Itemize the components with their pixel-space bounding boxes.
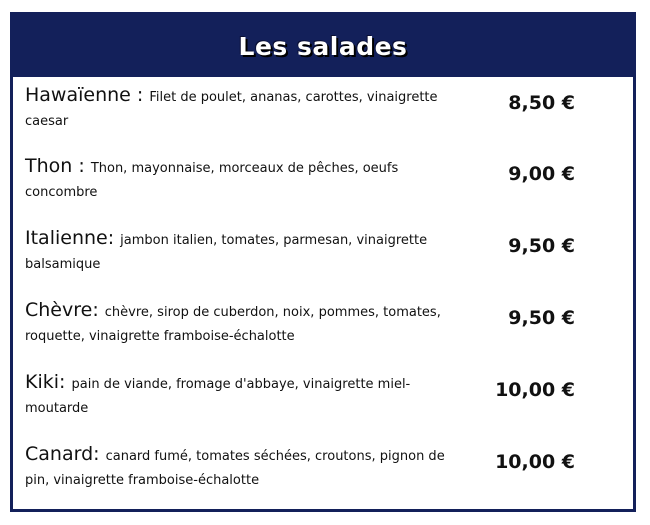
item-price: 10,00 € xyxy=(495,379,575,401)
item-description-block xyxy=(25,227,455,276)
item-price: 10,00 € xyxy=(495,451,575,473)
item-description-block xyxy=(25,84,455,133)
item-name: Chèvre xyxy=(25,299,93,321)
item-description-block xyxy=(25,155,455,204)
item-price: 8,50 € xyxy=(508,92,575,114)
item-ingredients: Filet de poulet, ananas, carottes, vinaigrette caesar xyxy=(25,90,438,129)
item-price: 9,00 € xyxy=(508,163,575,185)
item-name: Kiki xyxy=(25,371,60,393)
item-description-block xyxy=(25,443,455,492)
item-description-block xyxy=(25,299,455,348)
item-price: 9,50 € xyxy=(508,307,575,329)
menu-title: Les salades xyxy=(238,31,408,61)
item-separator: : xyxy=(92,299,105,321)
menu-item xyxy=(25,299,625,357)
item-ingredients: pain de viande, fromage d'abbaye, vinaigrette miel-moutarde xyxy=(25,377,411,416)
item-separator: : xyxy=(59,371,72,393)
menu-item xyxy=(25,443,625,501)
menu-card xyxy=(10,12,636,512)
item-name: Canard xyxy=(25,443,94,465)
menu-item xyxy=(25,84,625,142)
item-name: Thon xyxy=(25,155,73,177)
item-price: 9,50 € xyxy=(508,235,575,257)
item-description-block xyxy=(25,371,455,420)
menu-header xyxy=(13,15,633,77)
item-name: Hawaïenne xyxy=(25,84,131,106)
item-name: Italienne xyxy=(25,227,108,249)
item-separator: : xyxy=(130,84,150,106)
item-separator: : xyxy=(93,443,106,465)
item-ingredients: chèvre, sirop de cuberdon, noix, pommes, tomates, roquette, vinaigrette framboise-échalotte xyxy=(25,305,441,344)
menu-item xyxy=(25,227,625,285)
item-separator: : xyxy=(72,155,91,177)
item-ingredients: Thon, mayonnaise, morceaux de pêches, oeufs concombre xyxy=(25,161,399,200)
menu-item xyxy=(25,155,625,213)
item-ingredients: jambon italien, tomates, parmesan, vinaigrette balsamique xyxy=(25,233,428,272)
item-separator: : xyxy=(107,227,121,249)
menu-item xyxy=(25,371,625,429)
item-ingredients: canard fumé, tomates séchées, croutons, pignon de pin, vinaigrette framboise-échalotte xyxy=(25,449,445,488)
